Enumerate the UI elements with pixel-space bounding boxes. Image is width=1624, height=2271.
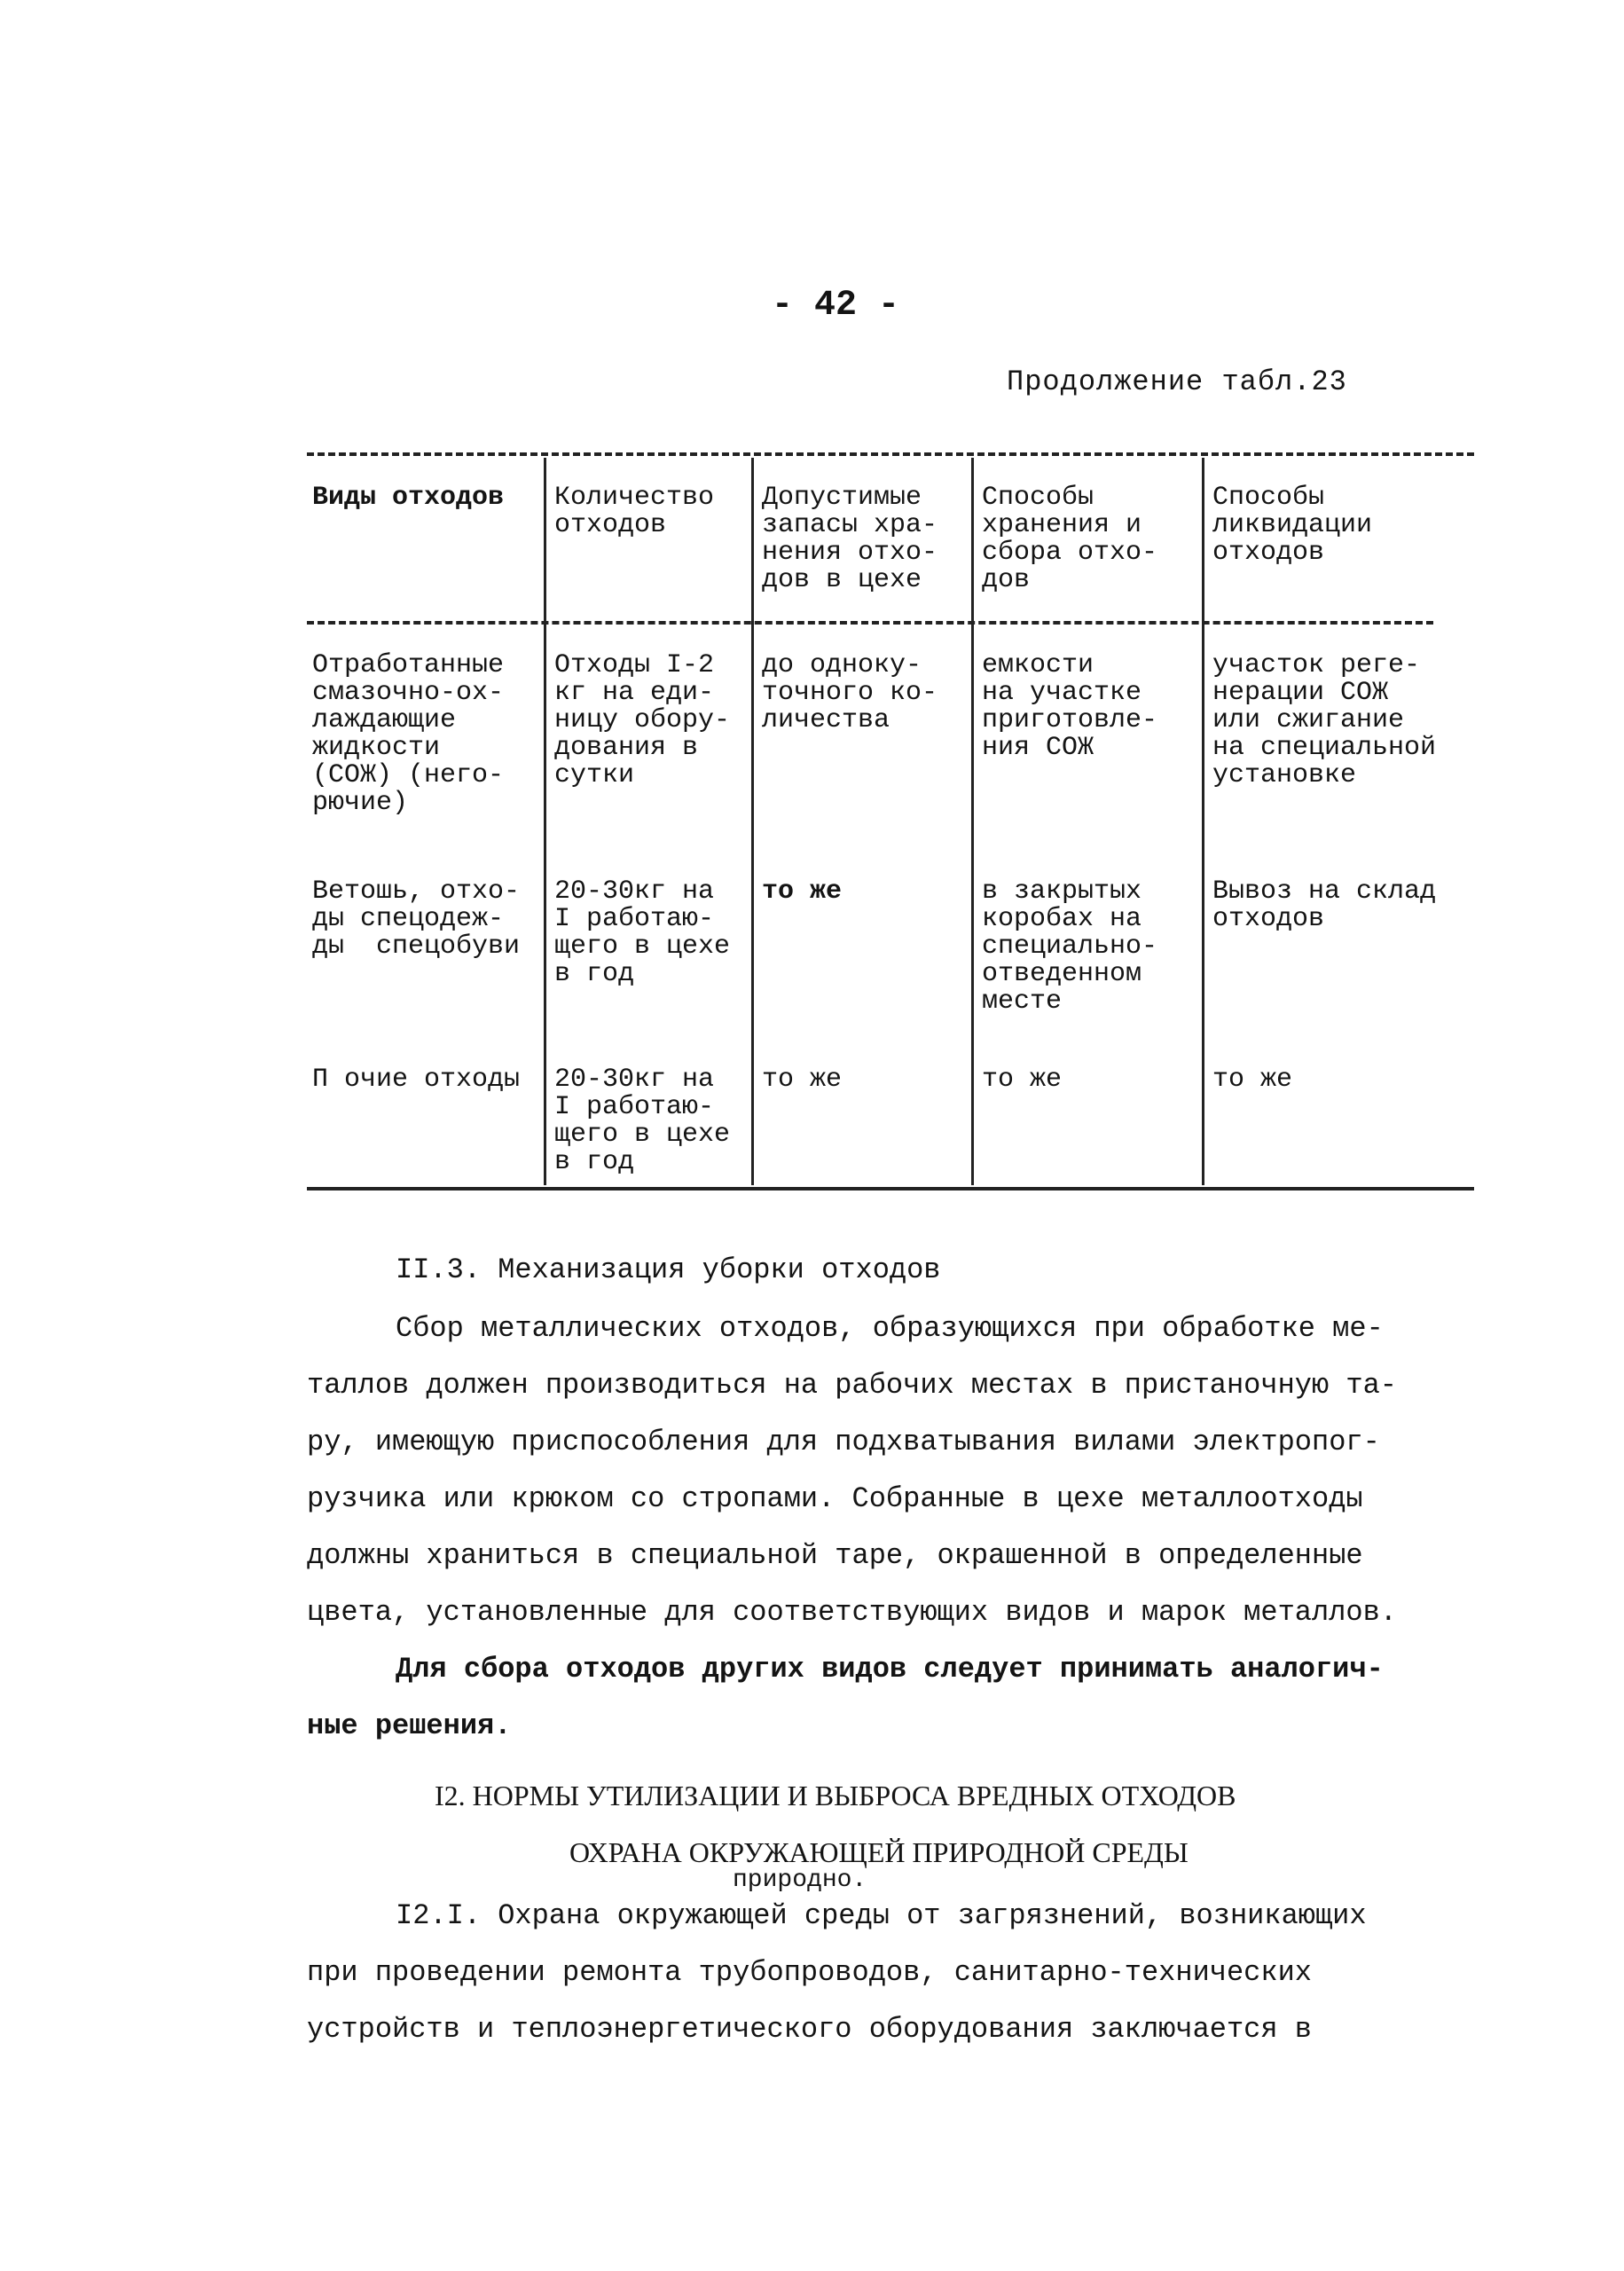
header-allowed-storage: Допустимые запасы хра- нения отхо- дов в цехе — [762, 483, 938, 595]
table-header-rule — [307, 621, 1433, 625]
column-divider — [751, 458, 754, 1185]
column-divider — [544, 458, 546, 1185]
table-cell: Вывоз на склад отходов — [1212, 876, 1437, 934]
table-cell: 20-30кг на I работаю- щего в цехе в год — [554, 1065, 731, 1177]
table-cell: участок реге- нерации СОЖ или сжигание на специальной установке — [1212, 650, 1437, 790]
column-divider — [1202, 458, 1204, 1185]
table-cell: Отработанные смазочно-ох- лаждающие жидкости (СОЖ) (него- рючие) — [312, 650, 505, 818]
column-divider — [971, 458, 974, 1185]
table-bottom-rule — [307, 1187, 1474, 1191]
body-paragraph: Для сбора отходов других видов следует принимать аналогич- ные решения. — [307, 1653, 1384, 1742]
body-paragraph: Сбор металлических отходов, образующихся при обработке ме- таллов должен производиться на рабочих местах в пристаночную та- ру, имеющую приспособления для подхватывания вилами электропог- рузчика или крюком со стропами. Собранные в цехе металлоотходы должны храниться в специальной таре, окрашенной в определенные цвета, установленные для соответствующих видов и марок металлов. — [307, 1312, 1397, 1629]
table-cell: 20-30кг на I работаю- щего в цехе в год — [554, 876, 731, 989]
table-cell: до одноку- точного ко- личества — [762, 650, 938, 735]
header-waste-type: Виды отходов — [312, 483, 505, 513]
table-continuation-label: Продолжение табл.23 — [1007, 365, 1347, 398]
table-cell: то же — [1212, 1065, 1293, 1095]
header-storage-methods: Способы хранения и сбора отхо- дов — [982, 483, 1158, 595]
header-waste-amount: Количество отходов — [554, 483, 715, 540]
table-cell: Ветошь, отхо- ды спецодеж- ды спецобуви — [312, 876, 521, 962]
table-cell: Отходы I-2 кг на еди- ницу обору- дования в сутки — [554, 650, 731, 790]
page-number: - 42 - — [772, 286, 900, 326]
overprint-text: природно. — [733, 1866, 867, 1894]
table-cell: то же — [762, 1065, 843, 1095]
header-disposal-methods: Способы ликвидации отходов — [1212, 483, 1373, 568]
table-cell: П очие отходы — [312, 1065, 521, 1095]
chapter-subtitle: ОХРАНА ОКРУЖАЮЩЕЙ ПРИРОДНОЙ СРЕДЫ — [569, 1836, 1189, 1868]
waste-table — [307, 452, 1474, 1191]
table-cell: емкости на участке приготовле- ния СОЖ — [982, 650, 1158, 763]
section-heading: II.3. Механизация уборки отходов — [396, 1253, 941, 1286]
table-cell: в закрытых коробах на специально- отведенном месте — [982, 876, 1158, 1017]
body-paragraph: I2.I. Охрана окружающей среды от загрязнений, возникающих при проведении ремонта трубопроводов, санитарно-технических устройств и теплоэнергетического оборудования заключается в — [307, 1899, 1367, 2046]
table-top-rule — [307, 452, 1474, 456]
table-cell: то же — [982, 1065, 1063, 1095]
chapter-title: I2. НОРМЫ УТИЛИЗАЦИИ И ВЫБРОСА ВРЕДНЫХ ОТХОДОВ — [435, 1780, 1236, 1811]
table-cell: то же — [762, 876, 843, 907]
